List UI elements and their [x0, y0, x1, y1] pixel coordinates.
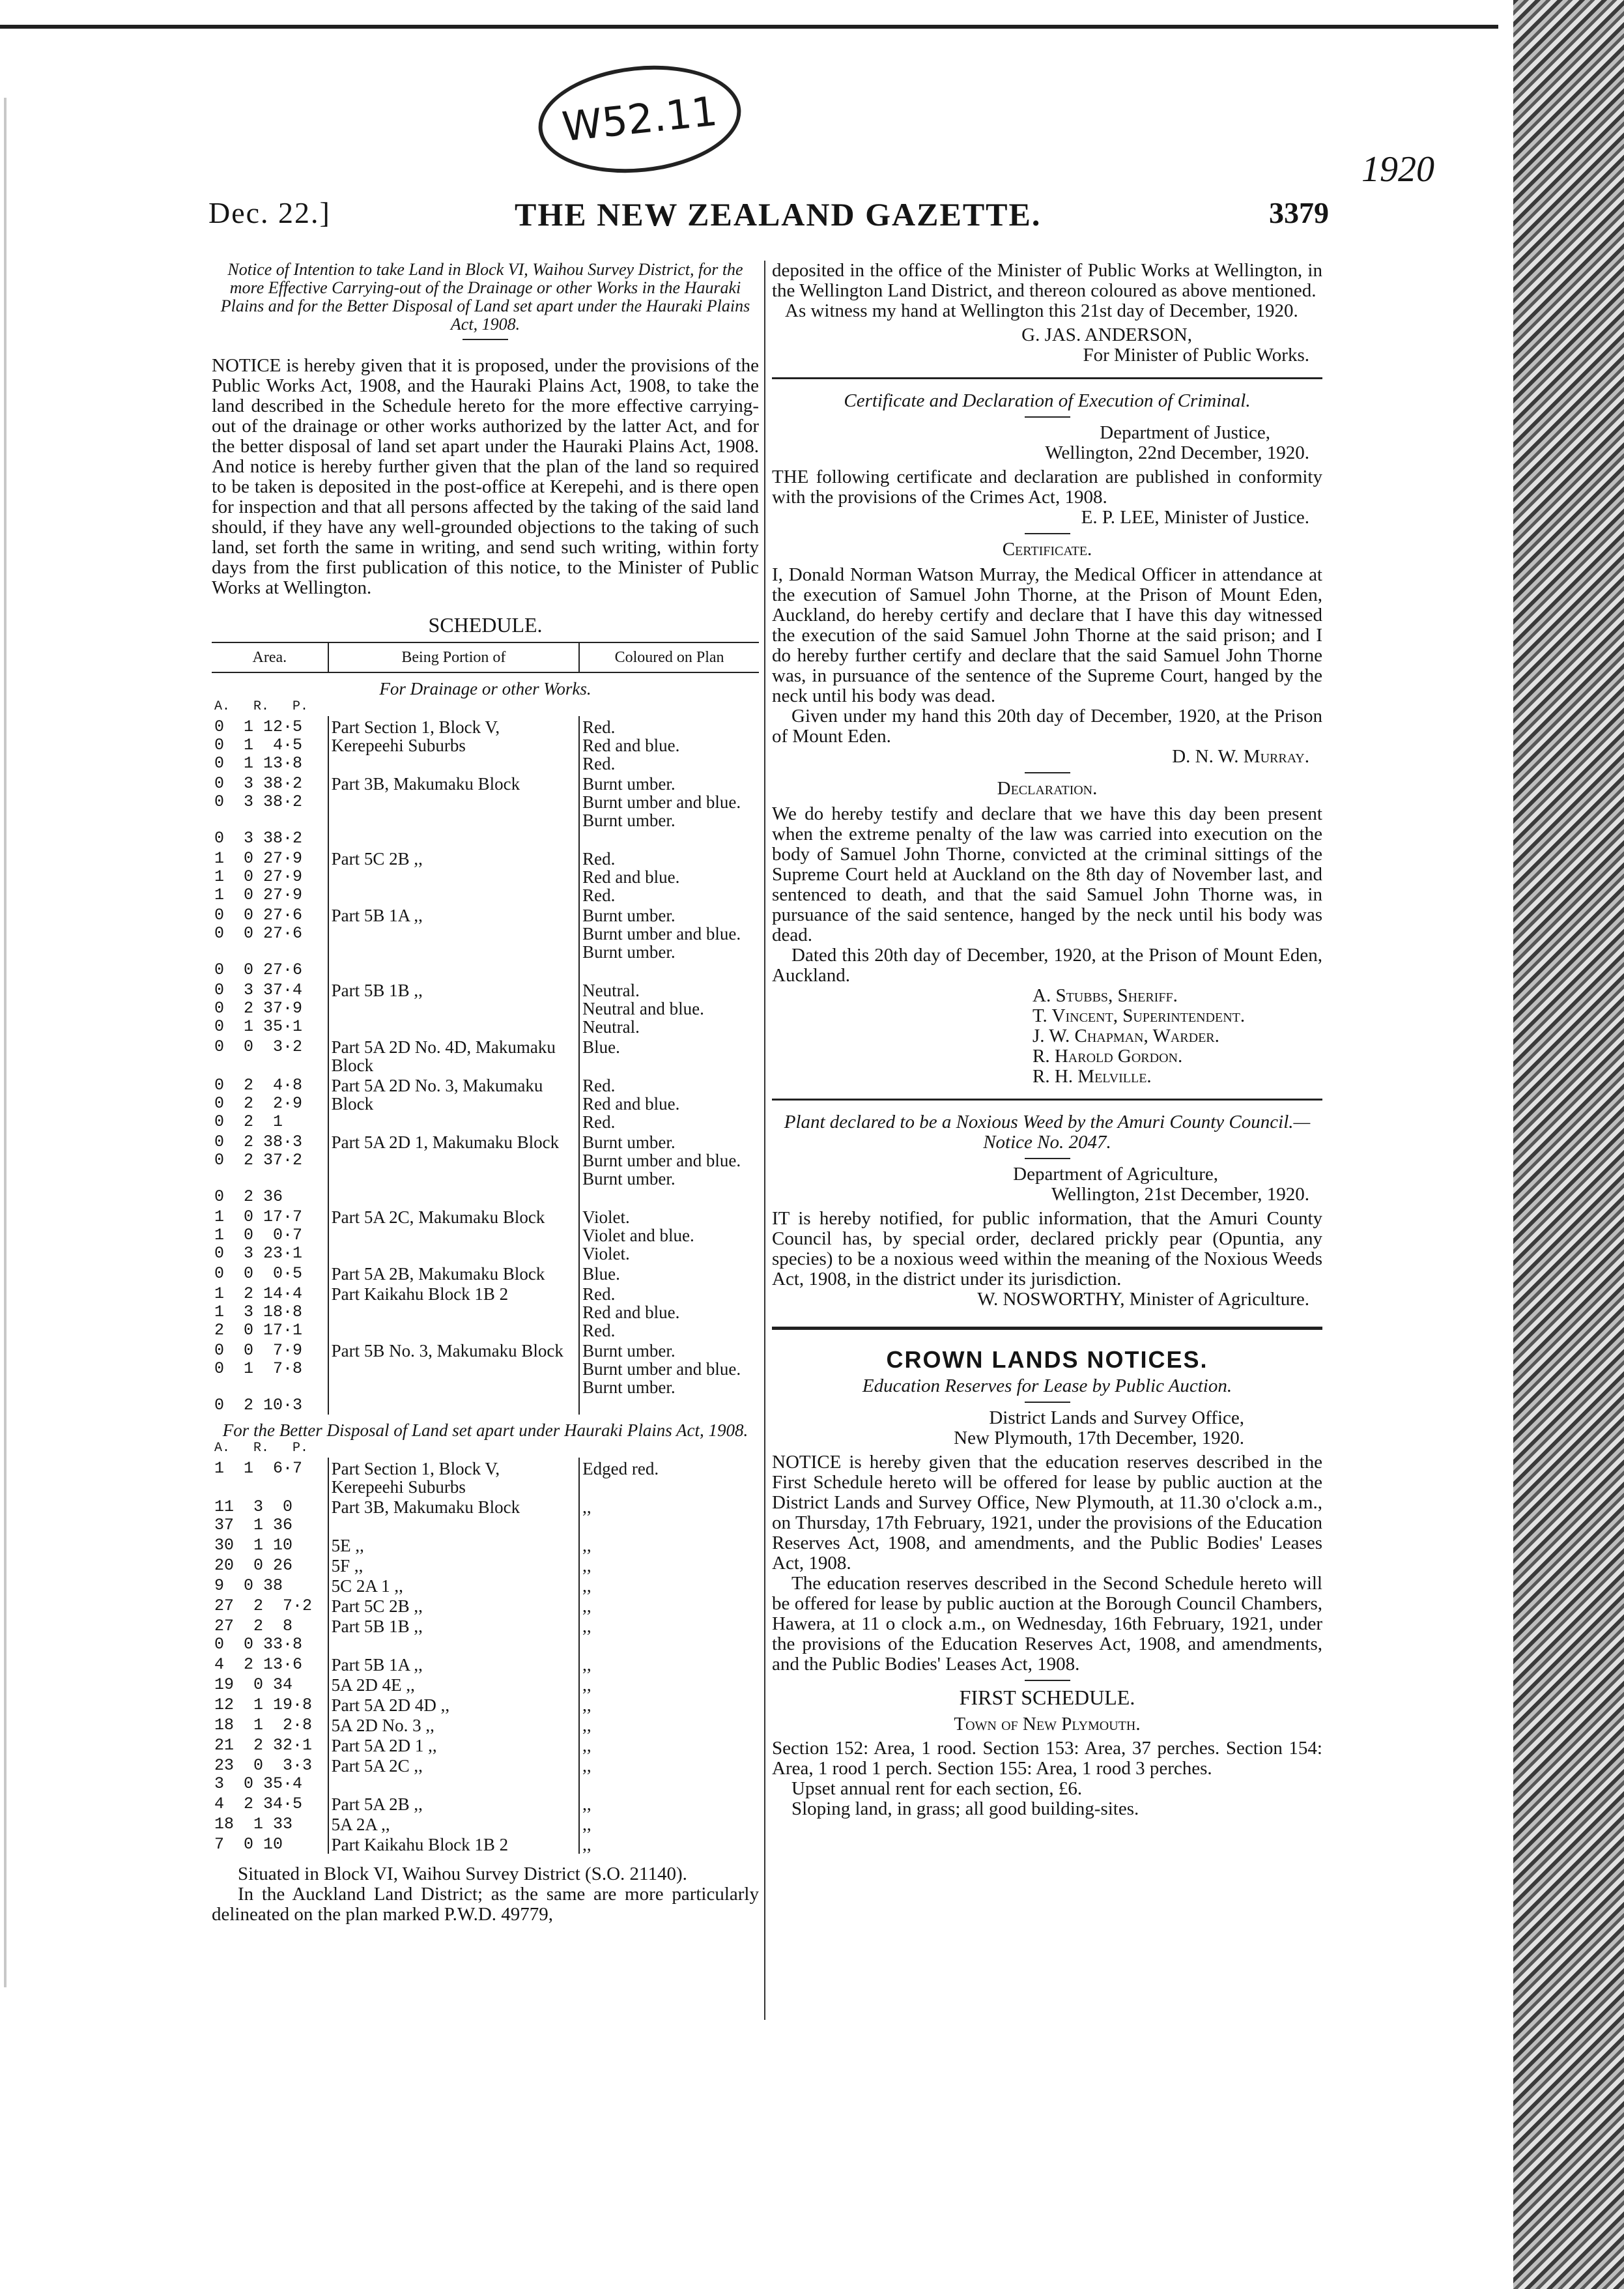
- dept-agriculture: Department of Agriculture,: [1013, 1164, 1218, 1185]
- weed-signature: W. NOSWORTHY, Minister of Agriculture.: [977, 1289, 1309, 1310]
- portion-cell: Part 5A 2D No. 4D, Makumaku Block: [328, 1036, 580, 1074]
- portion-cell: Part Section 1, Block V, Kerepeehi Suburbs: [328, 1458, 580, 1496]
- colour-cell: Red. Red and blue. Red.: [582, 717, 680, 773]
- table-row: [212, 1534, 759, 1555]
- table-row: [212, 1694, 759, 1714]
- town-title: Town of New Plymouth.: [954, 1714, 1141, 1735]
- header-title: THE NEW ZEALAND GAZETTE.: [515, 196, 1042, 233]
- area-cell: 1 1 6·7: [214, 1459, 303, 1478]
- colour-cell: ,,: [582, 1596, 591, 1616]
- divider: [1025, 772, 1070, 773]
- area-cell: 0 0 3·2: [214, 1037, 303, 1056]
- education-text-1: NOTICE is hereby given that the education reserves described in the First Schedule hereto will be offered for lease by public auction at the District Lands and Survey Office, New Plymouth, at 11.30 o'clock a.m., on Thursday, 17th February, 1921, under the provisions of the Education Reserves Act, 1908, and amendments, and the Public Bodies' Leases Act, 1908.: [772, 1452, 1322, 1574]
- area-cell: 20 0 26: [214, 1556, 293, 1575]
- portion-cell: Part 5C 2B ,,: [328, 1595, 580, 1615]
- portion-cell: Part 5A 2D 1, Makumaku Block: [328, 1131, 580, 1206]
- portion-cell: Part Kaikahu Block 1B 2: [328, 1283, 580, 1340]
- portion-cell: 5A 2A ,,: [328, 1813, 580, 1834]
- portion-cell: Part 5A 2D 1 ,,: [328, 1735, 580, 1755]
- declaration-head: Declaration.: [997, 778, 1098, 799]
- table-row: [212, 979, 759, 1036]
- table-row: [212, 1595, 759, 1615]
- colour-cell: ,,: [582, 1655, 591, 1675]
- area-cell: 0 3 37·4 0 2 37·9 0 1 35·1: [214, 981, 303, 1036]
- divider: [463, 339, 508, 340]
- upset-rent: Upset annual rent for each section, £6.: [791, 1778, 1083, 1799]
- table-row: [212, 1206, 759, 1263]
- divider: [1025, 533, 1070, 534]
- table-row: [212, 1813, 759, 1834]
- portion-cell: Part 5A 2C, Makumaku Block: [328, 1206, 580, 1263]
- declaration-text: We do hereby testify and declare that we have this day been present when the extreme penalty of the law was carried into execution on the body of Samuel John Thorne, convicted at the criminal sittings of the Supreme Court held at Auckland on the 8th day of November last, and sentenced to death, and that the said Samuel John Thorne was, in pursuance of the said sentence, hanged by the neck until his body was dead.: [772, 803, 1322, 945]
- signature-stubbs: A. Stubbs, Sheriff.: [1033, 985, 1178, 1006]
- table-row: [212, 1654, 759, 1674]
- colour-cell: Red. Red and blue. Red.: [582, 1284, 680, 1340]
- arp-row: [212, 698, 759, 716]
- area-cell: 27 2 8 0 0 33·8: [214, 1617, 303, 1654]
- portion-cell: Part 5A 2C ,,: [328, 1755, 580, 1793]
- column-rule: [764, 261, 765, 2020]
- sections-text: Section 152: Area, 1 rood. Section 153: Area, 37 perches. Section 154: Area, 1 rood 1 perch. Section 155: Area, 1 rood 3 perches.: [772, 1738, 1322, 1779]
- area-cell: 4 2 34·5: [214, 1794, 303, 1813]
- subheading-better-disposal: [212, 1415, 759, 1439]
- colour-cell: ,,: [582, 1675, 591, 1695]
- colour-cell: Burnt umber. Burnt umber and blue. Burnt umber.: [582, 1341, 741, 1397]
- table-row: [212, 1714, 759, 1735]
- col-header-colour: Coloured on Plan: [579, 642, 759, 672]
- weed-text: IT is hereby notified, for public information, that the Amuri County Council has, by special order, declared prickly pear (Opuntia, any species) to be a noxious weed within the meaning of the Noxious Weeds Act, 1908, in the district under its jurisdiction.: [772, 1208, 1322, 1289]
- colour-cell: Burnt umber. Burnt umber and blue. Burnt umber.: [582, 906, 741, 962]
- table-row: [212, 1496, 759, 1534]
- table-row: [212, 1755, 759, 1793]
- justice-text: THE following certificate and declaration are published in conformity with the provisions of the Crimes Act, 1908.: [772, 467, 1322, 508]
- divider: [1025, 1680, 1070, 1681]
- table-row: [212, 1458, 759, 1496]
- portion-cell: 5F ,,: [328, 1555, 580, 1575]
- portion-cell: Part 5C 2B ,,: [328, 848, 580, 904]
- portion-cell: 5E ,,: [328, 1534, 580, 1555]
- area-cell: 1 0 17·7 1 0 0·7 0 3 23·1: [214, 1207, 303, 1263]
- colour-cell: ,,: [582, 1835, 591, 1854]
- signatory-anderson-title: For Minister of Public Works.: [1083, 345, 1309, 366]
- portion-cell: Part 3B, Makumaku Block: [328, 1496, 580, 1534]
- portion-cell: Part 5B No. 3, Makumaku Block: [328, 1340, 580, 1415]
- col-header-area: Area.: [212, 642, 328, 672]
- crown-lands-title: CROWN LANDS NOTICES.: [886, 1346, 1208, 1373]
- continued-text: deposited in the office of the Minister of Public Works at Wellington, in the Wellington Land District, and thereon coloured as above mentioned.: [772, 260, 1322, 301]
- schedule-title: SCHEDULE.: [428, 613, 543, 637]
- portion-cell: Part 5B 1B ,,: [328, 1615, 580, 1654]
- district-text: In the Auckland Land District; as the same are more particularly delineated on the plan marked P.W.D. 49779,: [212, 1884, 759, 1925]
- section-divider: [772, 1099, 1322, 1101]
- area-cell: 4 2 13·6: [214, 1655, 303, 1674]
- certificate-title: Certificate and Declaration of Execution of Criminal.: [844, 390, 1251, 411]
- table-row: [212, 1575, 759, 1595]
- colour-cell: Edged red.: [582, 1459, 659, 1478]
- portion-cell: Part 5A 2B ,,: [328, 1793, 580, 1813]
- portion-cell: 5C 2A 1 ,,: [328, 1575, 580, 1595]
- colour-cell: Red. Red and blue. Red.: [582, 849, 680, 905]
- arp-units: A. R. P.: [214, 1441, 309, 1456]
- table-row: [212, 773, 759, 848]
- colour-cell: ,,: [582, 1794, 591, 1814]
- table-row: [212, 1735, 759, 1755]
- area-cell: 1 2 14·4 1 3 18·8 2 0 17·1: [214, 1284, 303, 1340]
- area-cell: 1 0 27·9 1 0 27·9 1 0 27·9: [214, 849, 303, 904]
- arp-row: [212, 1439, 759, 1458]
- portion-cell: Part 5A 2B, Makumaku Block: [328, 1263, 580, 1283]
- table-row: [212, 1555, 759, 1575]
- subheading-drainage: [212, 672, 759, 698]
- divider: [1025, 1402, 1070, 1403]
- table-row: [212, 1131, 759, 1206]
- colour-cell: ,,: [582, 1736, 591, 1755]
- portion-cell: Part 5A 2D 4D ,,: [328, 1694, 580, 1714]
- subheading-better-disposal-label: For the Better Disposal of Land set apart under Hauraki Plains Act, 1908.: [222, 1420, 748, 1440]
- signature-gordon: R. Harold Gordon.: [1033, 1046, 1183, 1067]
- colour-cell: ,,: [582, 1756, 591, 1776]
- colour-cell: Red. Red and blue. Red.: [582, 1076, 680, 1132]
- signatory-anderson: G. JAS. ANDERSON,: [1021, 324, 1192, 345]
- page-header: [208, 195, 1329, 241]
- colour-cell: ,,: [582, 1695, 591, 1715]
- area-cell: 12 1 19·8: [214, 1695, 313, 1714]
- area-cell: 0 0 27·6 0 0 27·6 0 0 27·6: [214, 906, 303, 979]
- signature-vincent: T. Vincent, Superintendent.: [1033, 1005, 1246, 1026]
- table-row: [212, 1283, 759, 1340]
- notice-text: NOTICE is hereby given that it is proposed, under the provisions of the Public Works Act, 1908, and the Hauraki Plains Act, 1908, to take the land described in the Schedule hereto for the more effective carrying-out of the drainage or other works authorized by the latter Act, and for the better disposal of land set apart under the Hauraki Plains Act, 1908. And notice is hereby further given that the plan of the land so required to be taken is deposited in the post-office at Kerepehi, and is there open for inspection and that all persons affected by the taking of the said land should, if they have any well-grounded objections to the taking of such land, set forth the same in writing, and send such writing, within forty days from the first publication of this notice, to the Minister of Public Works at Wellington.: [212, 355, 759, 598]
- portion-cell: Part 3B, Makumaku Block: [328, 773, 580, 848]
- sloping-land: Sloping land, in grass; all good building-sites.: [791, 1798, 1139, 1819]
- colour-cell: ,,: [582, 1497, 591, 1517]
- certificate-head: Certificate.: [1002, 539, 1092, 560]
- table-row: [212, 1834, 759, 1854]
- justice-signature: E. P. LEE, Minister of Justice.: [1081, 507, 1309, 528]
- colour-cell: Violet. Violet and blue. Violet.: [582, 1207, 694, 1263]
- table-row: [212, 1074, 759, 1131]
- portion-cell: Part 5A 2D No. 3, Makumaku Block: [328, 1074, 580, 1131]
- scan-edge-strip: [1513, 0, 1624, 2289]
- top-border-line: [0, 25, 1498, 29]
- certificate-given: Given under my hand this 20th day of December, 1920, at the Prison of Mount Eden.: [772, 706, 1322, 747]
- area-cell: 0 1 12·5 0 1 4·5 0 1 13·8: [214, 717, 303, 773]
- subheading-drainage-label: For Drainage or other Works.: [379, 679, 591, 698]
- certificate-signature: D. N. W. Murray.: [1172, 746, 1309, 767]
- handwritten-stamp: W52.11: [533, 56, 746, 182]
- dept-justice: Department of Justice,: [1100, 422, 1270, 443]
- arp-units: A. R. P.: [214, 699, 309, 714]
- table-row: [212, 1793, 759, 1813]
- table-row: [212, 1263, 759, 1283]
- area-cell: 23 0 3·3 3 0 35·4: [214, 1756, 313, 1793]
- area-cell: 30 1 10: [214, 1536, 293, 1555]
- table-row: [212, 1674, 759, 1694]
- portion-cell: Part Kaikahu Block 1B 2: [328, 1834, 580, 1854]
- header-date: Dec. 22.]: [208, 196, 331, 229]
- declaration-dated: Dated this 20th day of December, 1920, at the Prison of Mount Eden, Auckland.: [772, 945, 1322, 986]
- schedule-table: [212, 642, 759, 1854]
- notice-title: Notice of Intention to take Land in Block VI, Waihou Survey District, for the more Effective Carrying-out of the Drainage or other Works in the Hauraki Plains and for the Better Disposal of Land set apart under the Hauraki Plains Act, 1908.: [220, 260, 750, 334]
- colour-cell: Blue.: [582, 1037, 620, 1057]
- colour-cell: Burnt umber. Burnt umber and blue. Burnt umber.: [582, 774, 741, 830]
- table-row: [212, 1036, 759, 1074]
- education-reserves-title: Education Reserves for Lease by Public Auction.: [862, 1375, 1232, 1396]
- situated-text: Situated in Block VI, Waihou Survey District (S.O. 21140).: [238, 1864, 687, 1884]
- colour-cell: Blue.: [582, 1264, 620, 1284]
- divider: [1025, 1158, 1070, 1159]
- area-cell: 9 0 38: [214, 1576, 283, 1595]
- signature-melville: R. H. Melville.: [1033, 1066, 1152, 1087]
- area-cell: 0 3 38·2 0 3 38·2 0 3 38·2: [214, 774, 303, 848]
- signature-chapman: J. W. Chapman, Warder.: [1033, 1026, 1219, 1046]
- schedule-body: [212, 672, 759, 1854]
- education-text-2: The education reserves described in the Second Schedule hereto will be offered for lease by public auction at the Borough Council Chambers, Hawera, at 11 o clock a.m., on Wednesday, 16th February, 1921, under the provisions of the Education Reserves Act, 1908, and amendments, and the Public Bodies' Leases Act, 1908.: [772, 1573, 1322, 1675]
- area-cell: 0 2 38·3 0 2 37·2 0 2 36: [214, 1132, 303, 1206]
- portion-cell: Part Section 1, Block V, Kerepeehi Suburbs: [328, 716, 580, 773]
- portion-cell: Part 5B 1B ,,: [328, 979, 580, 1036]
- section-divider: [772, 377, 1322, 379]
- table-row: [212, 716, 759, 773]
- section-divider: [772, 1327, 1322, 1330]
- area-cell: 0 0 0·5: [214, 1264, 303, 1283]
- area-cell: 0 2 4·8 0 2 2·9 0 2 1: [214, 1076, 303, 1131]
- witness-text: As witness my hand at Wellington this 21st day of December, 1920.: [785, 300, 1298, 321]
- declaration-signatures: [1033, 986, 1322, 1087]
- colour-cell: ,,: [582, 1617, 591, 1636]
- table-row: [212, 1615, 759, 1654]
- header-page-number: 3379: [1269, 196, 1329, 229]
- area-cell: 27 2 7·2: [214, 1596, 313, 1615]
- area-cell: 18 1 2·8: [214, 1716, 313, 1735]
- table-row: [212, 848, 759, 904]
- weed-title: Plant declared to be a Noxious Weed by the Amuri County Council.—Notice No. 2047.: [784, 1112, 1311, 1153]
- colour-cell: ,,: [582, 1536, 591, 1555]
- col-header-portion: Being Portion of: [328, 642, 580, 672]
- divider: [1025, 416, 1070, 418]
- right-column: [772, 261, 1322, 1819]
- lands-office-date: New Plymouth, 17th December, 1920.: [954, 1428, 1244, 1448]
- area-cell: 21 2 32·1: [214, 1736, 313, 1755]
- area-cell: 18 1 33: [214, 1815, 293, 1834]
- left-scan-margin: [4, 98, 7, 1987]
- left-column: [212, 261, 759, 1925]
- portion-cell: 5A 2D 4E ,,: [328, 1674, 580, 1694]
- first-schedule-title: FIRST SCHEDULE.: [959, 1686, 1135, 1709]
- colour-cell: ,,: [582, 1576, 591, 1596]
- portion-cell: 5A 2D No. 3 ,,: [328, 1714, 580, 1735]
- dept-justice-date: Wellington, 22nd December, 1920.: [1045, 442, 1309, 463]
- handwritten-year: 1920: [1361, 149, 1434, 190]
- certificate-text: I, Donald Norman Watson Murray, the Medical Officer in attendance at the execution of Samuel John Thorne, at the Prison of Mount Eden, Auckland, do hereby certify and declare that I have this day witnessed the execution of the said Samuel John Thorne at the said prison; and I do hereby further certify and declare that the said Samuel John Thorne was, in pursuance of the sentence of the Supreme Court, hanged by the neck until his body was dead.: [772, 564, 1322, 706]
- dept-agriculture-date: Wellington, 21st December, 1920.: [1051, 1184, 1309, 1205]
- colour-cell: ,,: [582, 1556, 591, 1576]
- portion-cell: Part 5B 1A ,,: [328, 1654, 580, 1674]
- colour-cell: Burnt umber. Burnt umber and blue. Burnt umber.: [582, 1132, 741, 1188]
- lands-office: District Lands and Survey Office,: [989, 1407, 1244, 1428]
- colour-cell: Neutral. Neutral and blue. Neutral.: [582, 981, 704, 1037]
- portion-cell: Part 5B 1A ,,: [328, 904, 580, 979]
- table-row: [212, 1340, 759, 1415]
- colour-cell: ,,: [582, 1716, 591, 1735]
- area-cell: 19 0 34: [214, 1675, 293, 1694]
- area-cell: 7 0 10: [214, 1835, 283, 1854]
- table-row: [212, 904, 759, 979]
- area-cell: 0 0 7·9 0 1 7·8 0 2 10·3: [214, 1341, 303, 1415]
- area-cell: 11 3 0 37 1 36: [214, 1497, 293, 1534]
- colour-cell: ,,: [582, 1815, 591, 1834]
